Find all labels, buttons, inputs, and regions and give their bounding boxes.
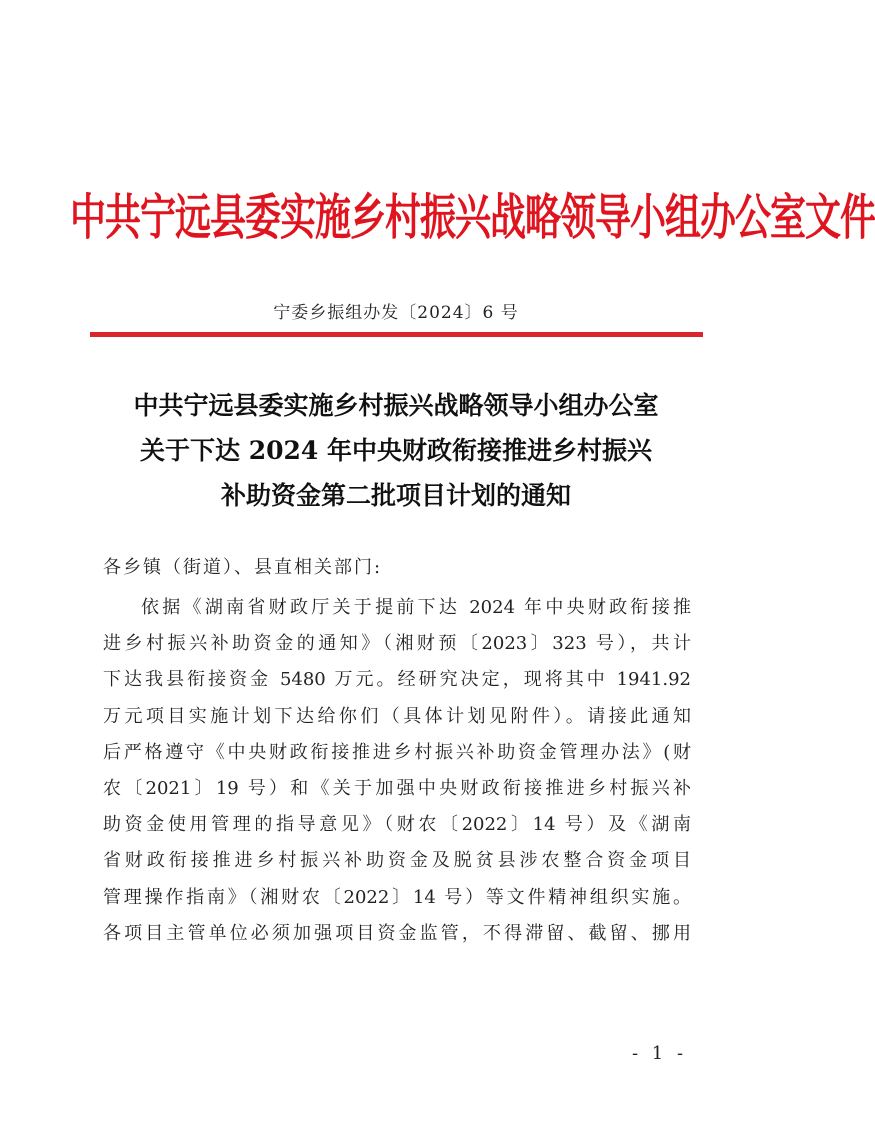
notice-title-line: 关于下达 2024 年中央财政衔接推进乡村振兴: [140, 436, 652, 465]
body-line: 进乡村振兴补助资金的通知》（湘财预〔2023〕323 号），共计: [103, 633, 691, 655]
red-separator-line: [90, 332, 703, 337]
body-line: 省财政衔接推进乡村振兴补助资金及脱贫县涉农整合资金项目: [103, 850, 691, 872]
body-line: 万元项目实施计划下达给你们（具体计划见附件）。请接此通知: [103, 705, 691, 727]
notice-title: [60, 383, 732, 518]
body-line: 助资金使用管理的指导意见》（财农〔2022〕14 号）及《湖南: [103, 814, 691, 836]
body-line: 后严格遵守《中央财政衔接推进乡村振兴补助资金管理办法》(财: [103, 741, 691, 763]
body-paragraph: [103, 590, 691, 952]
document-number: 宁委乡振组办发〔2024〕6 号: [273, 303, 519, 323]
document-header-title: 中共宁远县委实施乡村振兴战略领导小组办公室文件: [70, 189, 875, 247]
notice-title-line: 中共宁远县委实施乡村振兴战略领导小组办公室: [133, 391, 659, 420]
page-number: - 1 -: [632, 1043, 688, 1064]
salutation: 各乡镇（街道）、县直相关部门:: [103, 557, 383, 578]
body-line: 各项目主管单位必须加强项目资金监管，不得滞留、截留、挪用: [103, 922, 691, 944]
notice-title-line: 补助资金第二批项目计划的通知: [220, 481, 571, 510]
body-line: 依据《湖南省财政厅关于提前下达 2024 年中央财政衔接推: [141, 597, 691, 618]
body-line: 下达我县衔接资金 5480 万元。经研究决定，现将其中 1941.92: [103, 669, 691, 691]
body-line: 农〔2021〕19 号）和《关于加强中央财政衔接推进乡村振兴补: [103, 778, 691, 800]
body-line: 管理操作指南》（湘财农〔2022〕14 号）等文件精神组织实施。: [103, 886, 691, 908]
